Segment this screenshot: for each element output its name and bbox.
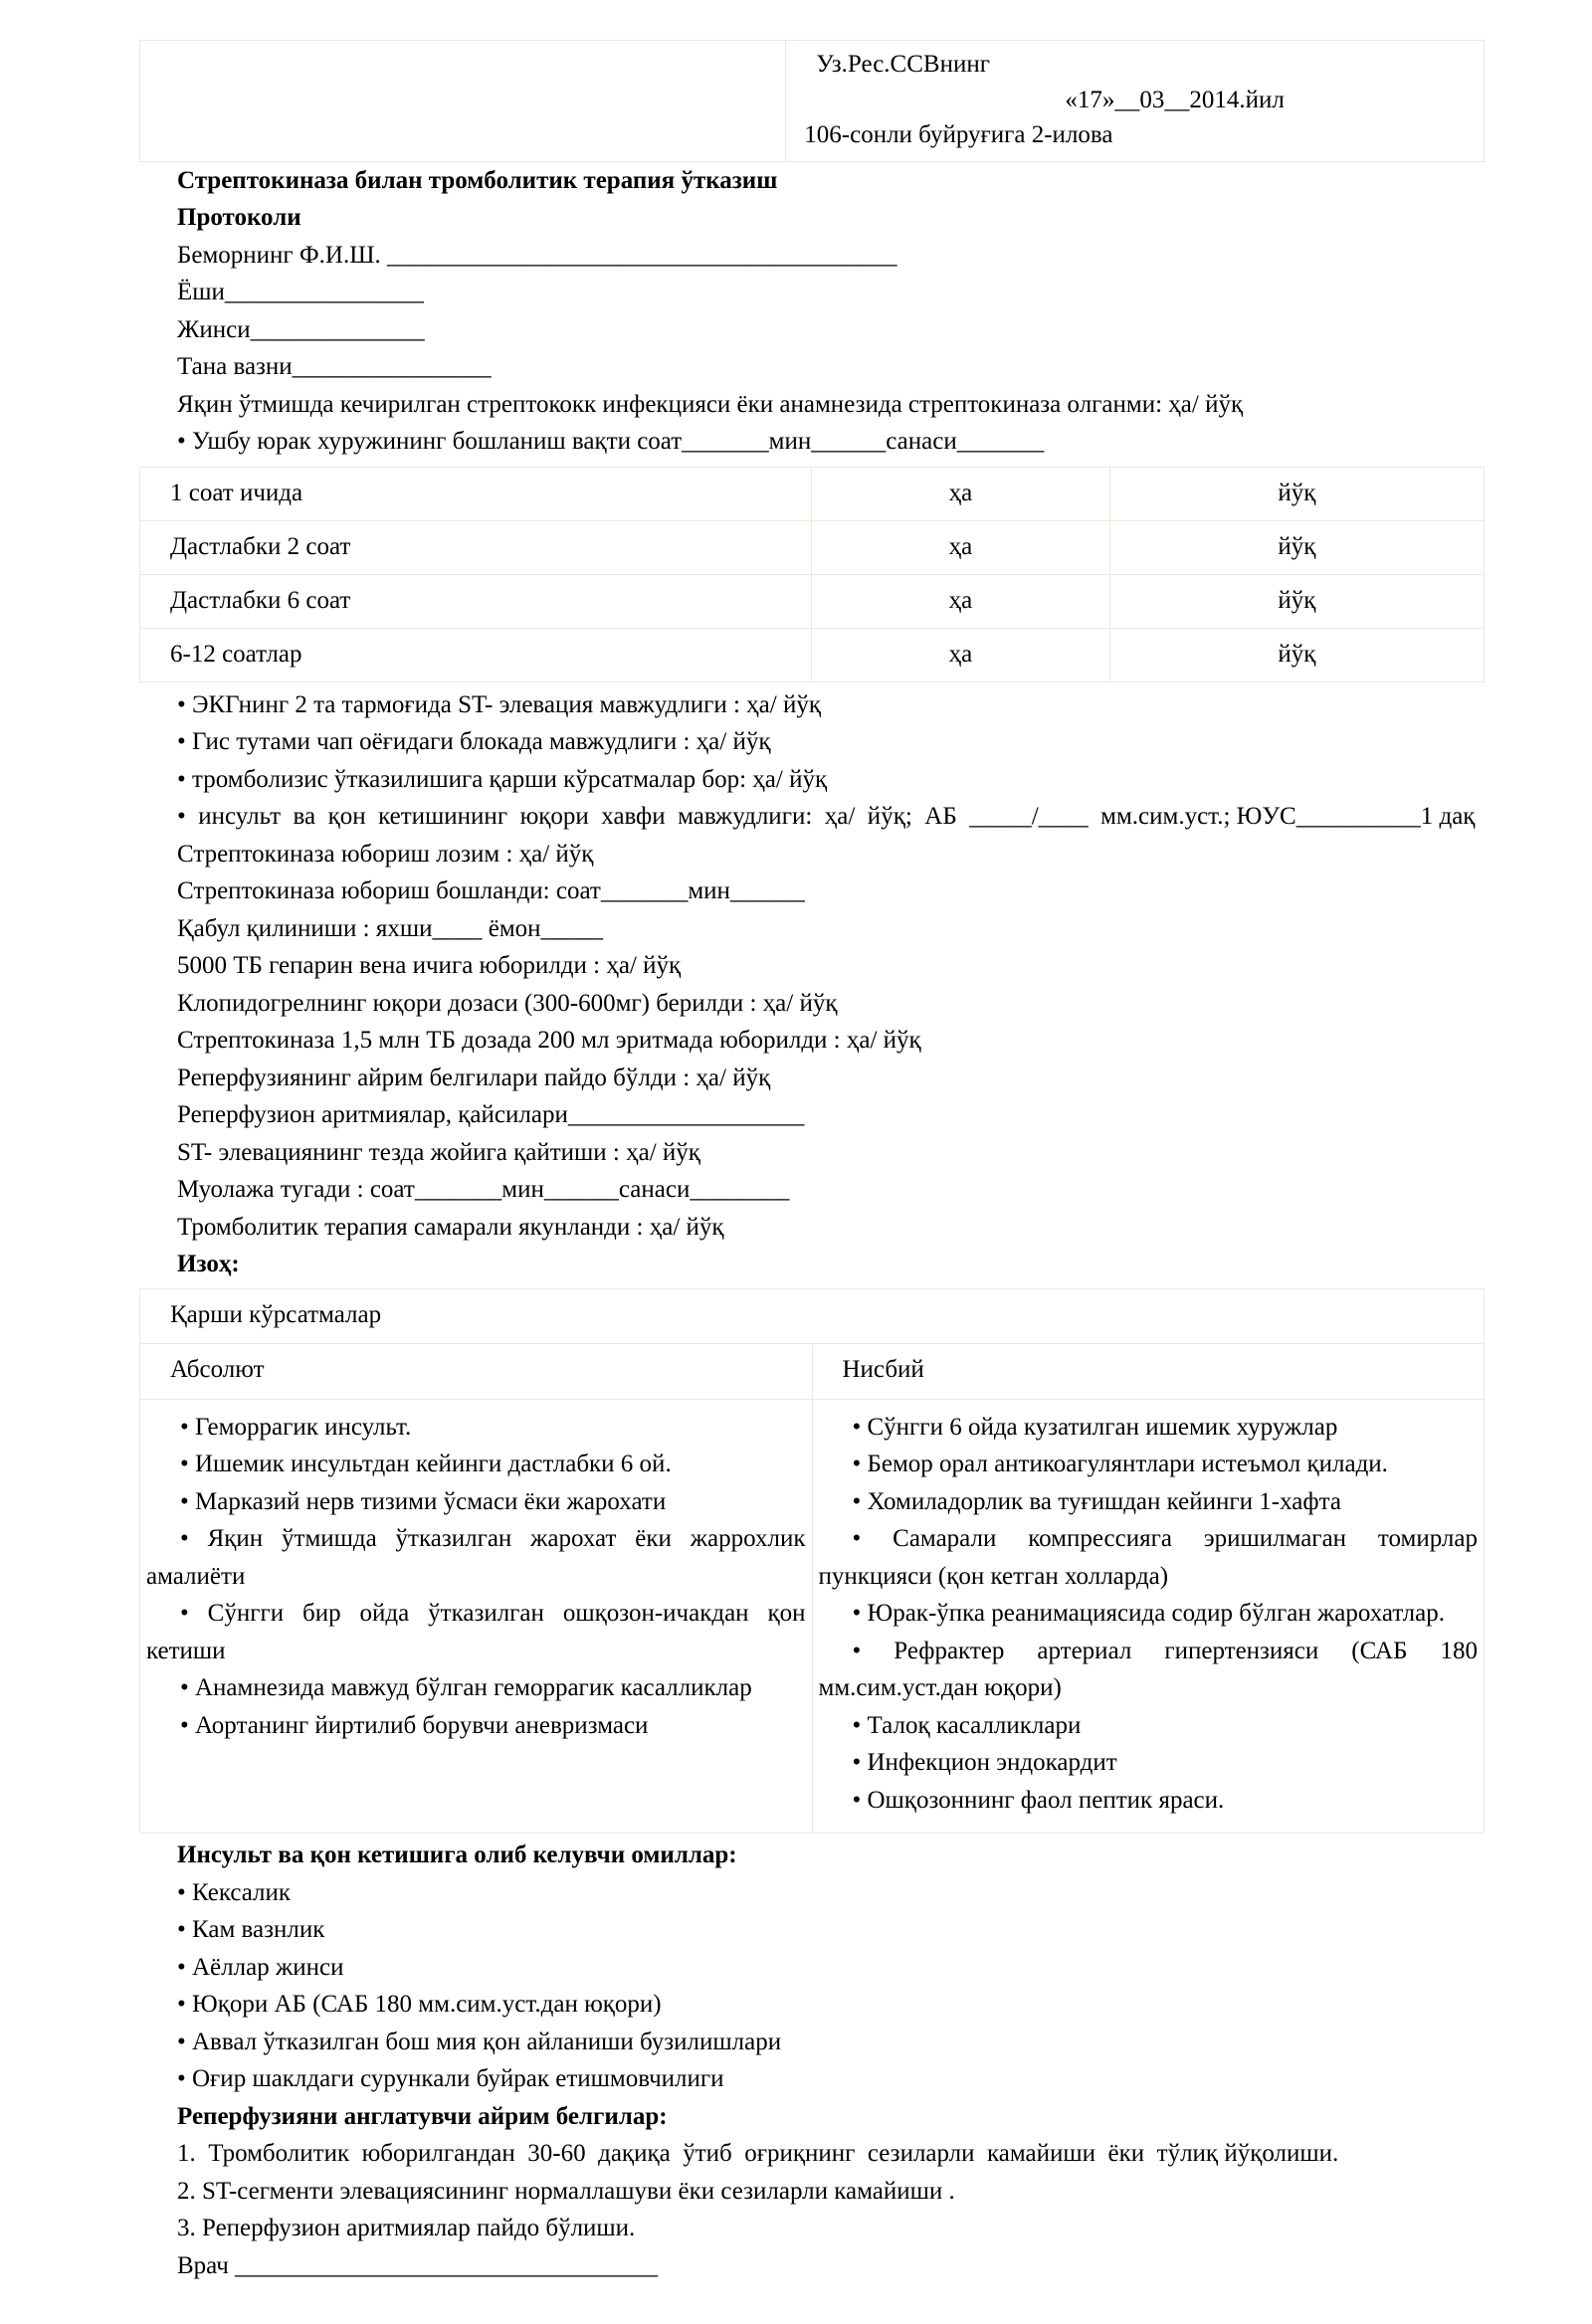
header-table [139, 40, 1485, 162]
procedure-line-end[interactable]: Муолажа тугади : соат_______мин______санаси________ [177, 1176, 790, 1203]
list-item: • Рефрактер артериал гипертензияси (САБ 180 мм.сим.уст.дан юқори) [818, 1637, 1478, 1701]
title-line-2: Протоколи [177, 204, 301, 231]
time-window-no[interactable]: йўқ [1109, 520, 1484, 574]
list-item: 1. Тромболитик юборилгандан 30-60 дақиқа ўтиб оғриқнинг сезиларли камайиши ёки тўлиқ йўқолиши. [177, 2140, 1339, 2167]
criteria-bullet-risk[interactable]: • инсульт ва қон кетишининг юқори хавфи мавжудлиги: ҳа/ йўқ; АБ _____/____ мм.сим.уст.; ЮУС__________1 дақ [177, 803, 1476, 830]
list-item: • Ошқозоннинг фаол пептик яраси. [852, 1786, 1225, 1814]
procedure-line-st-resolution[interactable]: ST- элевациянинг тезда жойига қайтиши : ҳа/ йўқ [177, 1138, 700, 1166]
document-title [139, 162, 1485, 237]
table-row[interactable] [140, 574, 1485, 628]
list-item: • Кексалик [177, 1878, 292, 1906]
list-item: 3. Реперфузион аритмиялар пайдо бўлиши. [177, 2215, 636, 2241]
list-item: • Анамнезида мавжуд бўлган геморрагик касалликлар [180, 1674, 752, 1701]
table-row[interactable] [140, 628, 1485, 681]
criteria-bullet-lbbb: • Гис тутами чап оёғидаги блокада мавжудлиги : ҳа/ йўқ [177, 728, 771, 755]
list-item: • Сўнгги бир ойда ўтказилган ошқозон-ичакдан қон кетиши [146, 1600, 806, 1664]
header-date-line: «17»__03__2014.йил [1065, 86, 1285, 113]
time-window-yes[interactable]: ҳа [812, 520, 1110, 574]
history-question: Яқин ўтмишда кечирилган стрептококк инфекцияси ёки анамнезида стрептокиназа олганми: ҳа/ йўқ [177, 390, 1244, 418]
list-item: • Инфекцион эндокардит [852, 1749, 1117, 1776]
list-item: • Юрак-ўпка реанимациясида содир бўлган жарохатлар. [852, 1600, 1445, 1627]
time-window-label: Дастлабки 2 соат [140, 520, 812, 574]
time-window-label: 1 соат ичида [140, 467, 812, 520]
time-window-table [139, 467, 1485, 682]
list-item: • Ишемик инсультдан кейинги дастлабки 6 ой. [180, 1451, 672, 1477]
list-item: • Аёллар жинси [177, 1953, 344, 1981]
procedure-line-clopidogrel[interactable]: Клопидогрелнинг юқори дозаси (300-600мг) берилди : ҳа/ йўқ [177, 989, 838, 1017]
list-item: • Бемор орал антикоагулянтлари истеъмол қилади. [852, 1451, 1388, 1477]
reperfusion-section [139, 2098, 1485, 2285]
contraindications-header-row [140, 1344, 1485, 1400]
contraindications-table-body [140, 1288, 1485, 1834]
header-ministry-line: Уз.Рес.ССВнинг [816, 51, 990, 78]
time-window-label: 6-12 соатлар [140, 628, 812, 681]
list-item: • Марказий нерв тизими ўсмаси ёки жарохати [180, 1487, 667, 1515]
table-row[interactable] [140, 467, 1485, 520]
time-window-no[interactable]: йўқ [1109, 467, 1484, 520]
time-window-label: Дастлабки 6 соат [140, 574, 812, 628]
time-window-no[interactable]: йўқ [1109, 574, 1484, 628]
patient-name-field[interactable]: Беморнинг Ф.И.Ш. _________________________________________ [177, 241, 897, 269]
time-window-yes[interactable]: ҳа [812, 574, 1110, 628]
header-row [140, 41, 1485, 162]
onset-time-line[interactable]: • Ушбу юрак хуружининг бошланиш вақти соат_______мин______санаси_______ [177, 428, 1045, 455]
patient-age-field[interactable]: Ёши________________ [177, 279, 424, 305]
contraindications-relative-cell [812, 1399, 1485, 1834]
time-window-yes[interactable]: ҳа [812, 628, 1110, 681]
procedure-line-arrhythmias[interactable]: Реперфузион аритмиялар, қайсилари___________________ [177, 1101, 805, 1128]
list-item: • Геморрагик инсульт. [180, 1413, 412, 1441]
procedure-line-reperfusion-signs[interactable]: Реперфузиянинг айрим белгилари пайдо бўлди : ҳа/ йўқ [177, 1064, 771, 1091]
criteria-list [139, 686, 1485, 836]
contraindications-title-row [140, 1288, 1485, 1344]
list-item: • Оғир шаклдаги сурункали буйрак етишмовчилиги [177, 2065, 724, 2092]
contraindications-body-row [140, 1399, 1485, 1834]
list-item: • Аввал ўтказилган бош мия қон айланиши бузилишлари [177, 2028, 782, 2055]
title-line-1: Стрептокиназа билан тромболитик терапия ўтказиш [177, 166, 778, 194]
list-item: • Самарали компрессияга эришилмаган томирлар пункцияси (қон кетган холларда) [818, 1525, 1478, 1590]
patient-sex-field[interactable]: Жинси______________ [177, 315, 425, 343]
header-right-cell [786, 41, 1485, 162]
contraindications-title: Қарши кўрсатмалар [140, 1288, 1485, 1344]
contraindications-table [139, 1288, 1485, 1835]
patient-fields [139, 237, 1485, 386]
time-window-yes[interactable]: ҳа [812, 467, 1110, 520]
header-left-cell [140, 41, 786, 162]
reperfusion-heading: Реперфузияни англатувчи айрим белгилар: [177, 2102, 668, 2130]
time-window-table-body [140, 467, 1485, 681]
signature-line[interactable]: Врач __________________________________ [177, 2251, 659, 2279]
procedure-line-start[interactable]: Стрептокиназа юбориш бошланди: соат_______мин______ [177, 877, 805, 904]
procedure-line-dose[interactable]: Стрептокиназа 1,5 млн ТБ дозада 200 мл эритмада юборилди : ҳа/ йўқ [177, 1027, 921, 1054]
procedure-line-success[interactable]: Тромболитик терапия самарали якунланди : ҳа/ йўқ [177, 1213, 724, 1241]
list-item: • Хомиладорлик ва туғишдан кейинги 1-хафта [852, 1487, 1341, 1515]
procedure-line-tolerance[interactable]: Қабул қилиниши : яхши____ ёмон_____ [177, 914, 604, 942]
criteria-bullet-ecg: • ЭКГнинг 2 та тармоғида ST- элевация мавжудлиги : ҳа/ йўқ [177, 690, 821, 718]
list-item: • Аортанинг йиртилиб борувчи аневризмаси [180, 1711, 649, 1739]
list-item: • Кам вазнлик [177, 1916, 325, 1943]
stroke-factors-section [139, 1837, 1485, 2098]
stroke-factors-heading: Инсульт ва қон кетишига олиб келувчи омиллар: [177, 1841, 737, 1868]
criteria-bullet-contraindications: • тромболизис ўтказилишига қарши кўрсатмалар бор: ҳа/ йўқ [177, 765, 828, 793]
patient-weight-field[interactable]: Тана вазни________________ [177, 353, 492, 380]
list-item: • Сўнгги 6 ойда кузатилган ишемик хуружлар [852, 1413, 1338, 1441]
contraindications-absolute-cell [140, 1399, 813, 1834]
list-item: • Юқори АБ (САБ 180 мм.сим.уст.дан юқори) [177, 1991, 662, 2018]
contraindications-absolute-header: Абсолют [140, 1344, 813, 1400]
procedure-line-need[interactable]: Стрептокиназа юбориш лозим : ҳа/ йўқ [177, 840, 594, 868]
list-item: 2. ST-сегменти элевациясининг нормаллашуви ёки сезиларли камайиши . [177, 2177, 955, 2205]
list-item: • Яқин ўтмишда ўтказилган жарохат ёки жаррохлик амалиёти [146, 1525, 806, 1590]
list-item: • Талоқ касалликлари [852, 1711, 1082, 1739]
procedure-list [139, 836, 1485, 1283]
note-label: Изоҳ: [177, 1251, 240, 1277]
table-row[interactable] [140, 520, 1485, 574]
procedure-line-heparin[interactable]: 5000 ТБ гепарин вена ичига юборилди : ҳа/ йўқ [177, 952, 682, 979]
time-window-no[interactable]: йўқ [1109, 628, 1484, 681]
contraindications-relative-header: Нисбий [812, 1344, 1485, 1400]
header-order-line: 106-сонли буйруғига 2-илова [804, 121, 1113, 148]
